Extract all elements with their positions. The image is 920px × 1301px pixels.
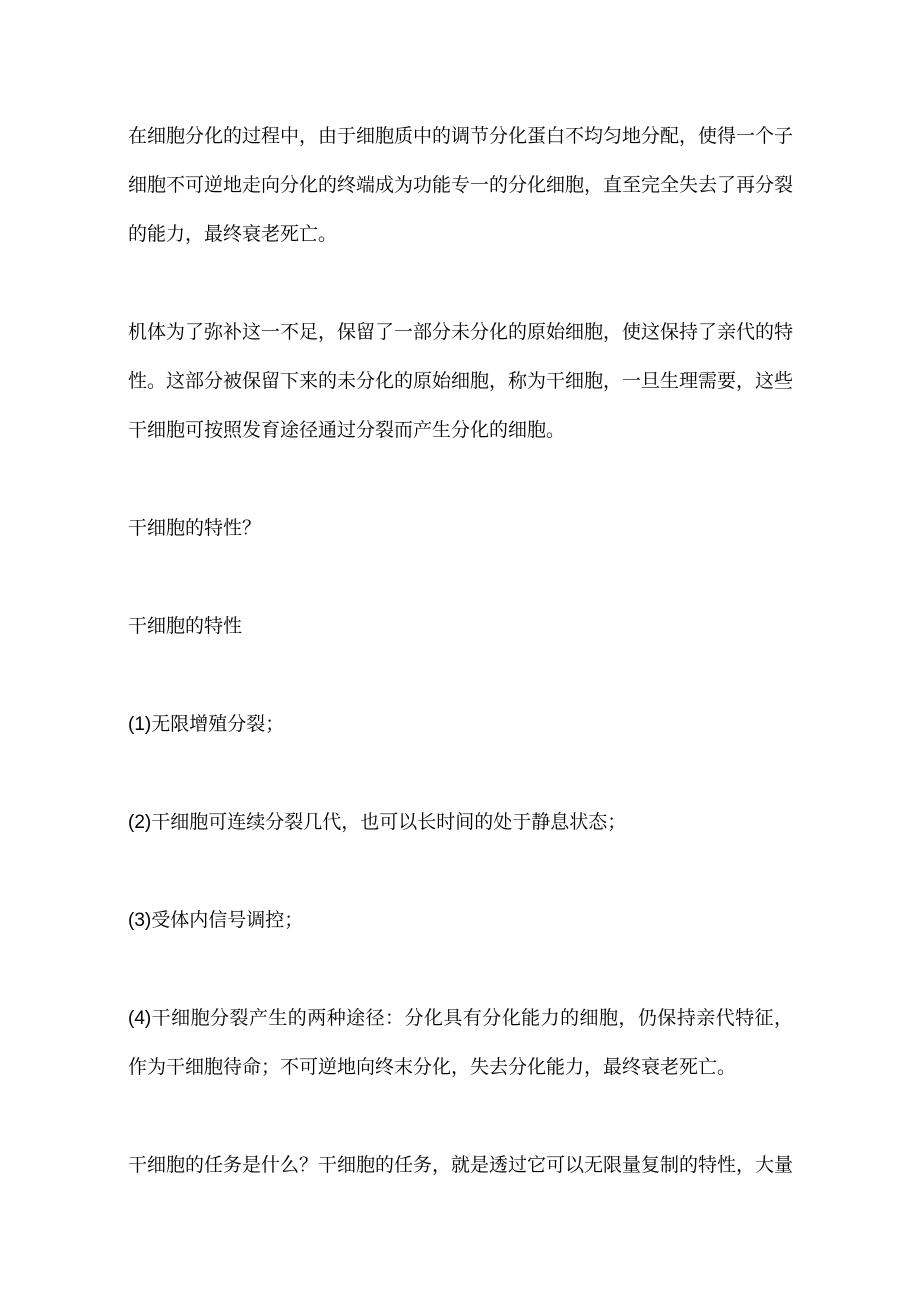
list-item-1: (1)无限增殖分裂； (128, 714, 285, 735)
list-item-2: (2)干细胞可连续分裂几代，也可以长时间的处于静息状态； (128, 812, 627, 833)
list-item-4: (4)干细胞分裂产生的两种途径：分化具有分化能力的细胞，仍保持亲代特征，作为干细胞待命；不可逆地向终末分化，失去分化能力，最终衰老死亡。 (128, 1008, 793, 1078)
paragraph-original-cells: 机体为了弥补这一不足，保留了一部分未分化的原始细胞，使这保持了亲代的特性。这部分被保留下来的未分化的原始细胞，称为干细胞，一旦生理需要，这些干细胞可按照发育途径通过分裂而产生分化的细胞。 (128, 322, 794, 441)
paragraph-stem-cell-task: 干细胞的任务是什么？干细胞的任务，就是透过它可以无限量复制的特性，大量 (128, 1155, 794, 1176)
list-item-3: (3)受体内信号调控； (128, 910, 304, 931)
heading-stem-cell-traits-question: 干细胞的特性？ (128, 518, 262, 539)
document-body (128, 112, 793, 1190)
paragraph-cell-differentiation: 在细胞分化的过程中，由于细胞质中的调节分化蛋白不均匀地分配，使得一个子细胞不可逆地走向分化的终端成为功能专一的分化细胞，直至完全失去了再分裂的能力，最终衰老死亡。 (128, 126, 794, 245)
heading-stem-cell-traits: 干细胞的特性 (128, 616, 243, 637)
